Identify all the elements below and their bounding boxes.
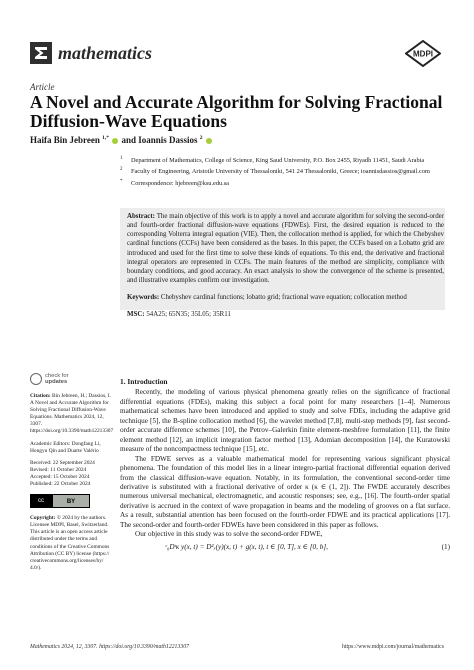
footer-journal-link[interactable]: https://www.mdpi.com/journal/mathematics (341, 644, 444, 650)
accepted-date: Accepted: 15 October 2024 (30, 473, 90, 480)
section-heading: 1. Introduction (120, 377, 168, 386)
affiliations (120, 157, 450, 188)
body-paragraph: Our objective in this study was to solve the second-order FDWE, (135, 530, 323, 539)
check-updates-line2: updates (45, 379, 68, 386)
article-type: Article (30, 82, 55, 92)
msc-codes (127, 310, 444, 319)
sigma-icon (30, 42, 52, 64)
check-for-updates[interactable] (45, 373, 69, 385)
author-sup: 2 (199, 135, 203, 141)
cc-by-license-icon[interactable] (30, 494, 90, 508)
journal-logo (30, 42, 52, 64)
academic-editors (30, 441, 112, 455)
copyright (30, 515, 112, 572)
mdpi-logo (405, 40, 441, 67)
published-date: Published: 22 October 2024 (30, 481, 91, 488)
abstract-label: Abstract: (127, 213, 155, 220)
citation-text[interactable]: Bin Jebreen, H.; Dassios, I. A Novel and Accurate Algorithm for Solving Fractional Diffusion-Wave Equations. Mathematics 2024, 12, 3307. https://doi.org/10.3390/math12213307 (30, 393, 114, 435)
abstract (127, 212, 444, 320)
affiliation-text: Department of Mathematics, College of Science, King Saud University, P.O. Box 2455, Riyadh 11451, Saudi Arabia (131, 157, 425, 164)
article-body (120, 377, 450, 552)
msc-label: MSC: (127, 311, 145, 319)
equation-text: ᶜ₀Dᵗκ y(x, t) = D²ₓ(y)(x, t) + g(x, t), t ∈ [0, T], x ∈ [0, b], (165, 542, 328, 551)
journal-name: mathematics (58, 43, 152, 63)
orcid-icon[interactable] (112, 138, 118, 144)
author-name: Haifa Bin Jebreen (30, 135, 100, 145)
citation (30, 393, 112, 436)
affiliation-item (120, 180, 450, 188)
msc-text: 54A25; 65N35; 35L05; 35R11 (146, 311, 231, 319)
keywords (127, 293, 444, 302)
affiliation-num: * (120, 178, 123, 184)
footer-citation[interactable]: Mathematics 2024, 12, 3307. https://doi.org/10.3390/math12213307 (30, 644, 190, 650)
body-paragraph: The FDWE serves as a valuable mathematical model for representing various significant physical phenomena. The foundation of this model lies in a linear integro-partial fractional differential equation derived from the classical diffusion-wave equation. Notably, in its formulation, the conventional second-order time derivative is substituted with a fractional derivative of order κ (κ ∈ (1, 2]). The FWDE accurately describes numerous universal mechanical, electromagnetic, and acoustic responses; see, e.g., [16]. The fourth-order spatial derivative is accrued in the context of wave propagation in beams and the modeling of grooves on a flat surface. As a result, substantial attention has been focused on the fourth-order FDWE and its practical applications [17]. The second-order and fourth-order FDWEs have been considered in this paper as follows. (120, 454, 450, 529)
equation (120, 543, 450, 552)
affiliation-item (120, 168, 450, 176)
keywords-label: Keywords: (127, 294, 160, 302)
check-for-updates-icon[interactable] (30, 373, 42, 385)
dates (30, 460, 112, 488)
author-sup: 1,* (102, 135, 109, 141)
equation-number: (1) (441, 542, 450, 551)
revised-date: Revised: 11 October 2024 (30, 466, 87, 473)
author-joiner: and (121, 135, 136, 145)
check-updates-line1: check for (45, 373, 69, 379)
author-name: Ioannis Dassios (138, 135, 198, 145)
abstract-text: The main objective of this work is to apply a novel and accurate algorithm for solving the second-order and fourth-order fractional diffusion-wave equations (FDWEs). First, the desired equation is reduced to the corresponding Volterra integral equation (VIE). Then, the collocation method is applied, for which the Chebyshev cardinal functions (CCFs) have been considered as the bases. In this paper, the CCFs based on a Lobatto grid are introduced and used for the first time to solve these kinds of equations. To this end, the derivative and fractional integral operators are represented in CCFs. The main features of the method are simplicity, compliance with boundary conditions, and good accuracy. An exact analysis to show the convergence of the scheme is presented, and illustrative examples confirm our investigation. (127, 213, 444, 285)
author-list (30, 135, 213, 145)
affiliation-text: Correspondence: hjebreen@ksu.edu.sa (131, 179, 229, 187)
body-paragraph: Recently, the modeling of various physical phenomena greatly relies on the significance of fractional differential equations (FDEs), making this subject a focal point for many researchers [1–4]. Numerous mathematical schemes have been introduced and applied to study and solve FDEs, including the adaptive grid technique [5], the B-spline collocation method [6], the wavelet method [7,8], multi-step methods [9], fast second-order accurate difference schemes [10], the Petrov–Galerkin finite element-meshfree formulation [11], the finite element method [12], an implicit integration factor method [13], Adomian decomposition [14], the Kuratowski measure of the noncompactness technique [15], etc. (120, 388, 450, 454)
cc-label: cc (30, 494, 52, 508)
article-title: A Novel and Accurate Algorithm for Solving Fractional Diffusion-Wave Equations (30, 92, 443, 131)
copyright-text: © 2024 by the authors. Licensee MDPI, Basel, Switzerland. This article is an open access article distributed under the terms and conditions of the Creative Commons Attribution (CC BY) license (https:// creativecommons.org/licenses/by/ 4.0/). (30, 515, 110, 571)
article-sidebar (30, 393, 112, 572)
citation-label: Citation: (30, 393, 51, 399)
editors-text: Dongfang Li, Hongyu Qin and Duarte Valério (30, 440, 101, 454)
by-label: BY (52, 494, 90, 508)
page-footer (30, 644, 444, 650)
affiliation-item (120, 157, 450, 165)
affiliation-text: Faculty of Engineering, Aristotle University of Thessaloniki, 541 24 Thessaloniki, Greece; ioannisdassios@gmail.com (131, 168, 430, 176)
orcid-icon[interactable] (206, 138, 212, 144)
editors-label: Academic Editors: (30, 440, 71, 447)
affiliation-num: 2 (120, 167, 123, 173)
copyright-label: Copyright: (30, 515, 56, 522)
keywords-text: Chebyshev cardinal functions; lobatto grid; fractional wave equation; collocation method (160, 294, 407, 302)
mdpi-logo-text: MDPI (413, 49, 433, 59)
received-date: Received: 22 September 2024 (30, 459, 95, 466)
affiliation-num: 1 (120, 156, 123, 161)
